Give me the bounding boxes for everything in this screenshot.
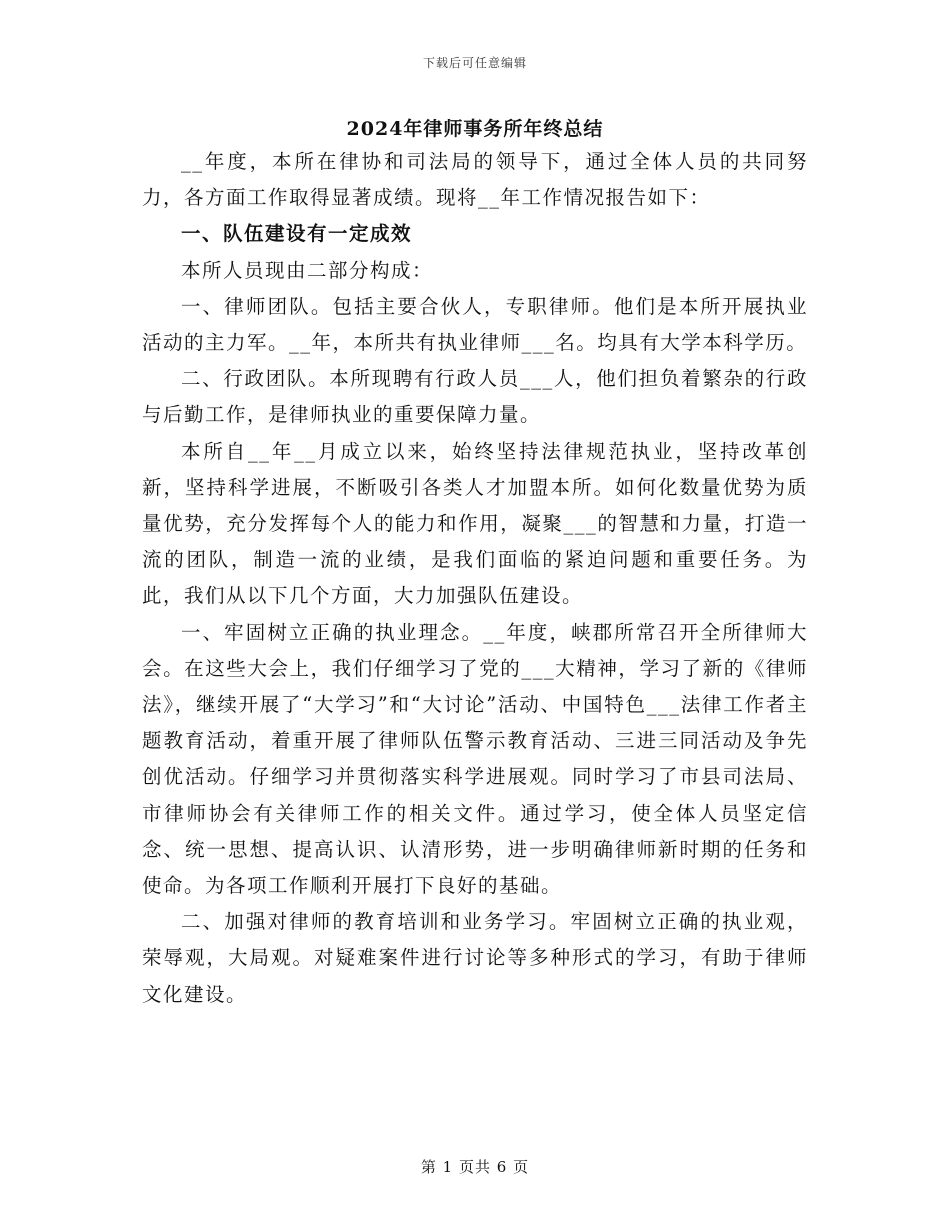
document-body [142, 114, 808, 1013]
document-title: 2024年律师事务所年终总结 [346, 118, 604, 140]
paragraph-intro: __年度，本所在律协和司法局的领导下，通过全体人员的共同努力，各方面工作取得显著成绩。现将__年工作情况报告如下： [142, 150, 808, 210]
paragraph-admin-team: 二、行政团队。本所现聘有行政人员___人，他们担负着繁杂的行政与后勤工作，是律师执业的重要保障力量。 [142, 367, 808, 427]
section-heading-team-building: 一、队伍建设有一定成效 [181, 222, 413, 246]
paragraph-lawyer-team: 一、律师团队。包括主要合伙人，专职律师。他们是本所开展执业活动的主力军。__年，本所共有执业律师___名。均具有大学本科学历。 [142, 294, 808, 355]
page-number: 第 1 页共 6 页 [420, 1158, 530, 1176]
paragraph-practice-philosophy: 一、牢固树立正确的执业理念。__年度，峡郡所常召开全所律师大会。在这些大会上，我们仔细学习了党的___大精神，学习了新的《律师法》，继续开展了“大学习”和“大讨论”活动、中国特色___法律工作者主题教育活动，着重开展了律师队伍警示教育活动、三进三同活动及争先创优活动。仔细学习并贯彻落实科学进展观。同时学习了市县司法局、市律师协会有关律师工作的相关文件。通过学习，使全体人员坚定信念、统一思想、提高认识、认清形势，进一步明确律师新时期的任务和使命。为各项工作顺利开展打下良好的基础。 [142, 620, 808, 898]
paragraph-training: 二、加强对律师的教育培训和业务学习。牢固树立正确的执业观，荣辱观，大局观。对疑难案件进行讨论等多种形式的学习，有助于律师文化建设。 [142, 910, 808, 1006]
header-note: 下载后可任意编辑 [422, 56, 527, 70]
paragraph-firm-history: 本所自__年__月成立以来，始终坚持法律规范执业，坚持改革创新，坚持科学进展，不断吸引各类人才加盟本所。如何化数量优势为质量优势，充分发挥每个人的能力和作用，凝聚___的智慧和力量，打造一流的团队，制造一流的业绩，是我们面临的紧迫问题和重要任务。为此，我们从以下几个方面，大力加强队伍建设。 [142, 439, 808, 608]
paragraph-staff-composition: 本所人员现由二部分构成： [181, 258, 434, 282]
